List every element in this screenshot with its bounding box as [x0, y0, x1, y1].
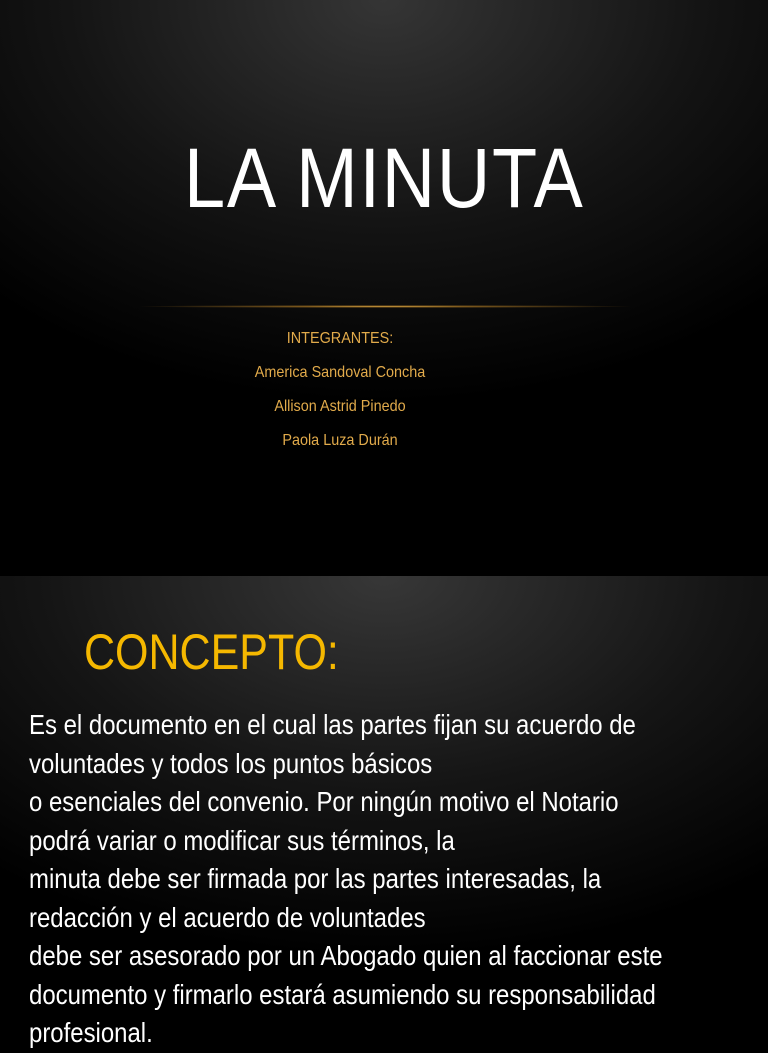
body-line: redacción y el acuerdo de voluntades — [29, 901, 426, 933]
member-name: Paola Luza Durán — [282, 432, 398, 449]
body-line: Es el documento en el cual las partes fijan su acuerdo de — [29, 709, 636, 740]
body-line: o esenciales del convenio. Por ningún motivo el Notario — [29, 786, 619, 817]
concept-body — [29, 706, 730, 1053]
member-name: Allison Astrid Pinedo — [274, 398, 406, 415]
members-block — [34, 322, 646, 458]
body-line: documento y firmarlo estará asumiendo su responsabilidad — [29, 978, 656, 1010]
concept-heading: CONCEPTO: — [84, 624, 339, 680]
gold-divider — [135, 305, 635, 308]
body-line: voluntades y todos los puntos básicos — [29, 747, 433, 779]
body-line: profesional. — [29, 1017, 153, 1048]
body-line: podrá variar o modificar sus términos, la — [29, 824, 455, 856]
concept-slide — [0, 576, 768, 1048]
body-line: minuta debe ser firmada por las partes interesadas, la — [29, 863, 602, 894]
member-name: America Sandoval Concha — [254, 364, 426, 381]
members-label: INTEGRANTES: — [286, 330, 394, 347]
slide-title: LA MINUTA — [183, 131, 585, 225]
body-line: debe ser asesorado por un Abogado quien al faccionar este — [29, 940, 663, 971]
